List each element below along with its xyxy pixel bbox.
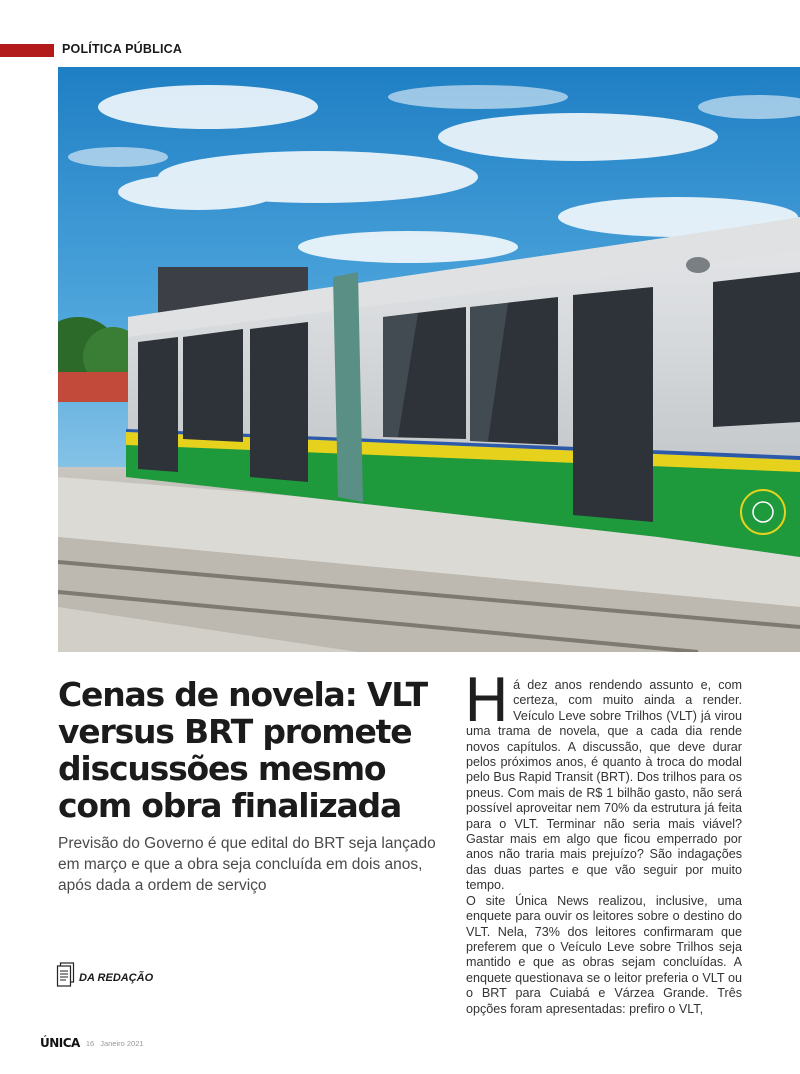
page-number: 16 bbox=[85, 1038, 95, 1048]
drop-cap: H bbox=[464, 666, 510, 736]
train-photo bbox=[58, 67, 800, 652]
byline-author: DA REDAÇÃO bbox=[79, 971, 154, 984]
issue-date: Janeiro 2021 bbox=[100, 1038, 144, 1048]
body-paragraph-1: á dez anos rendendo assunto e, com certeza, com muito ainda a render. Veículo Leve sobre Trilhos (VLT) já virou uma trama de novela, que a cada dia rende novos capítulos. A discussão, que deve durar pelos próximos anos, é quanto à troca do modal pelo Bus Rapid Transit (BRT). Dos trilhos para os pneus. Com mais de R$ 1 bilhão gasto, não será possível aproveitar nem 70% da estrutura já feita para o VLT. Terminar não seria mais viável? Gastar mais em algo que ficou emperrado por anos não traria mais prejuízo? São indagações das duas partes e que vão seguir por muito tempo. bbox=[466, 678, 742, 893]
body-paragraph-2: O site Única News realizou, inclusive, uma enquete para ouvir os leitores sobre o destino do VLT. Nela, 73% dos leitores confirmaram que preferem que o Veículo Leve sobre Trilhos seja mantido e que as obras sejam concluídas. A enquete questionava se o leitor preferia o VLT ou o BRT para Cuiabá e Várzea Grande. Três opções foram apresentadas: prefiro o VLT, bbox=[466, 893, 742, 1016]
train-photo-icon bbox=[58, 67, 800, 652]
article-headline: Cenas de novela: VLT versus BRT promete discussões mesmo com obra finalizada bbox=[58, 675, 427, 825]
section-label: POLÍTICA PÚBLICA bbox=[62, 42, 183, 56]
section-accent-bar bbox=[0, 44, 54, 57]
byline bbox=[56, 962, 153, 993]
magazine-logo: ÚNICA bbox=[40, 1036, 80, 1050]
article-deck: Previsão do Governo é que edital do BRT seja lançado em março e que a obra seja concluída em dois anos, após dada a ordem de serviço bbox=[58, 835, 436, 894]
article-body bbox=[464, 666, 742, 1017]
page-footer bbox=[40, 1036, 144, 1050]
document-icon bbox=[56, 962, 76, 993]
